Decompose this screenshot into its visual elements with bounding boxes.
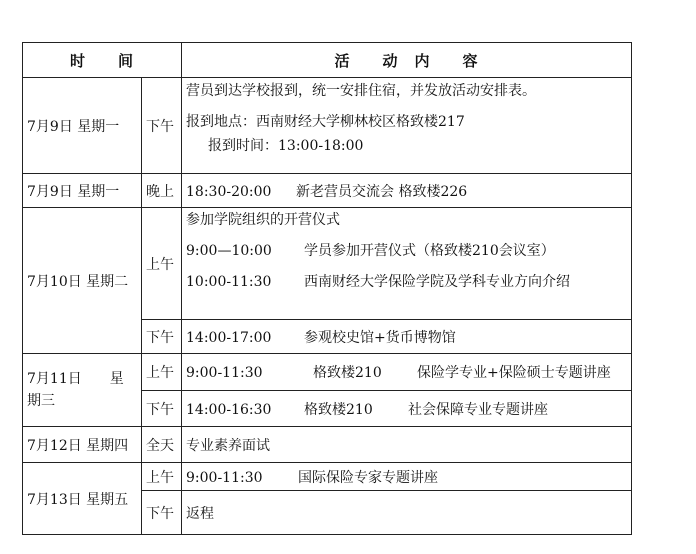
- period-cell: 下午: [142, 391, 182, 427]
- activity-time: 9:00-11:30: [186, 469, 263, 486]
- row-jul10-morning: [23, 208, 632, 320]
- activity-cell: [182, 354, 632, 391]
- activity-cell: [182, 391, 632, 427]
- date-cell: 7月13日 星期五: [23, 463, 142, 535]
- activity-time: 18:30-20:00: [186, 183, 272, 200]
- activity-line: 报到时间：13:00-18:00: [208, 137, 364, 154]
- schedule-table: [22, 42, 632, 535]
- activity-cell: [182, 78, 632, 174]
- activity-cell: [182, 320, 632, 354]
- activity-cell: [182, 208, 632, 320]
- activity-location: 格致楼210: [304, 401, 373, 418]
- period-cell: 上午: [142, 354, 182, 391]
- row-jul13-morning: [23, 463, 632, 491]
- period-cell: 晚上: [142, 174, 182, 208]
- activity-location: 格致楼210: [313, 365, 382, 381]
- activity-text: 新老营员交流会 格致楼226: [296, 183, 468, 200]
- activity-text: 西南财经大学保险学院及学科专业方向介绍: [304, 273, 570, 290]
- period-cell: 全天: [142, 427, 182, 463]
- activity-text: 国际保险专家专题讲座: [298, 469, 438, 486]
- activity-line: 参加学院组织的开营仪式: [186, 212, 340, 228]
- activity-cell: [182, 174, 632, 208]
- date-cell: 7月12日 星期四: [23, 427, 142, 463]
- activity-time: 9:00-11:30: [186, 365, 263, 381]
- activity-text: 参观校史馆+货币博物馆: [304, 329, 456, 346]
- row-jul11-morning: [23, 354, 632, 391]
- period-cell: 上午: [142, 463, 182, 491]
- activity-text: 保险学专业+保险硕士专题讲座: [417, 365, 611, 381]
- date-cell: 7月9日 星期一: [23, 174, 142, 208]
- row-jul9-evening: [23, 174, 632, 208]
- header-time: 时 间: [23, 43, 182, 78]
- activity-cell: 专业素养面试: [182, 427, 632, 463]
- row-jul12-allday: [23, 427, 632, 463]
- period-cell: 上午: [142, 208, 182, 320]
- activity-text: 学员参加开营仪式（格致楼210会议室）: [304, 242, 555, 259]
- activity-time: 14:00-16:30: [186, 401, 272, 418]
- date-cell: 7月11日 星期三: [23, 354, 142, 427]
- activity-text: 社会保障专业专题讲座: [408, 401, 548, 418]
- period-cell: 下午: [142, 491, 182, 535]
- activity-time: 10:00-11:30: [186, 273, 272, 290]
- activity-time: 14:00-17:00: [186, 329, 272, 346]
- header-row: [23, 43, 632, 78]
- header-content: 活 动 内 容: [182, 43, 632, 78]
- date-cell: 7月10日 星期二: [23, 208, 142, 354]
- date-cell: 7月9日 星期一: [23, 78, 142, 174]
- activity-cell: 返程: [182, 491, 632, 535]
- period-cell: 下午: [142, 320, 182, 354]
- activity-line: 报到地点：西南财经大学柳林校区格致楼217: [186, 113, 465, 130]
- activity-line: 营员到达学校报到，统一安排住宿，并发放活动安排表。: [186, 83, 536, 99]
- activity-time: 9:00—10:00: [186, 242, 272, 259]
- row-jul9-afternoon: [23, 78, 632, 174]
- period-cell: 下午: [142, 78, 182, 174]
- activity-cell: [182, 463, 632, 491]
